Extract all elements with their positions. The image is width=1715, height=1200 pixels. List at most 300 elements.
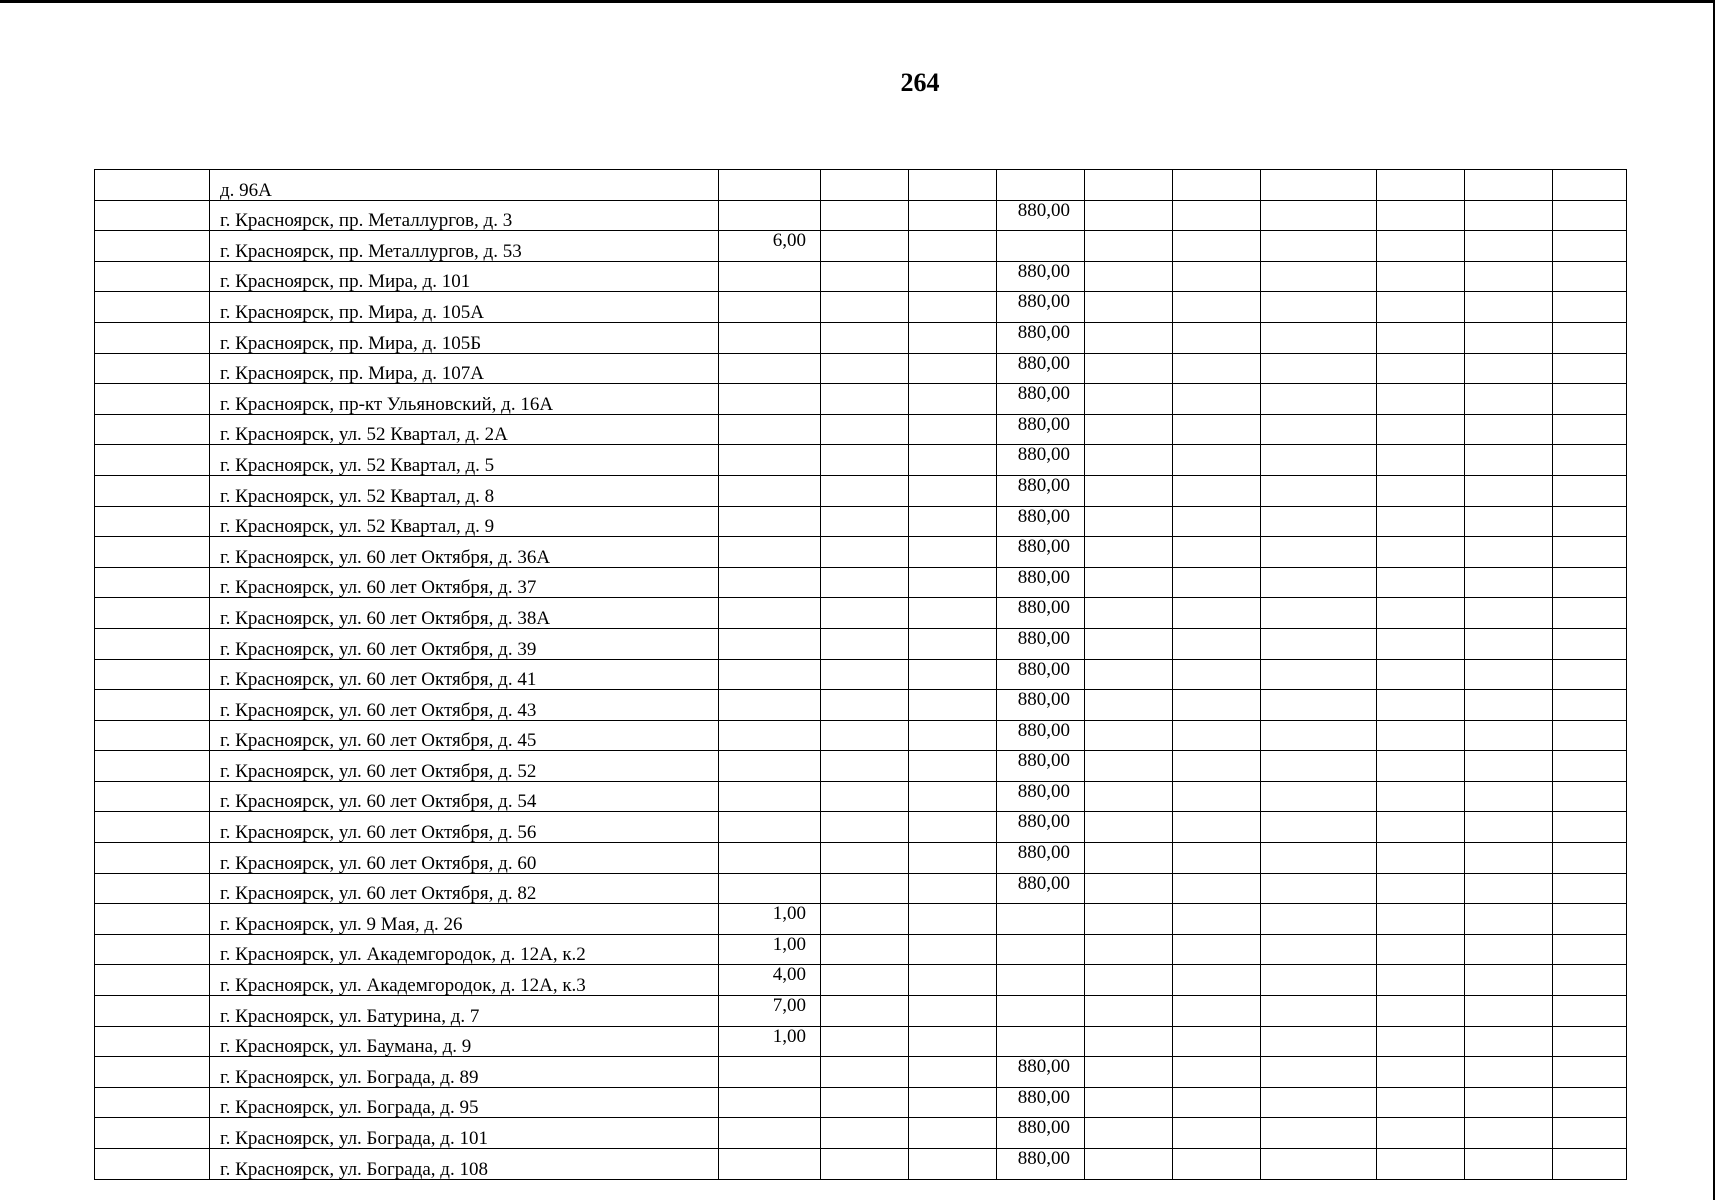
empty-cell: [1553, 567, 1627, 598]
empty-cell: [1553, 200, 1627, 231]
address-cell: г. Красноярск, ул. 60 лет Октября, д. 38А: [210, 598, 719, 629]
table-row: [95, 1149, 1627, 1180]
empty-cell: [1085, 1057, 1173, 1088]
empty-cell: [1377, 659, 1465, 690]
empty-cell: [1377, 322, 1465, 353]
empty-cell: [909, 292, 997, 323]
empty-cell: [821, 659, 909, 690]
quantity-cell: 1,00: [719, 1026, 821, 1057]
quantity-cell: [719, 690, 821, 721]
empty-cell: [1553, 506, 1627, 537]
address-cell: г. Красноярск, ул. 60 лет Октября, д. 37: [210, 567, 719, 598]
empty-cell: [1085, 506, 1173, 537]
price-cell: 880,00: [997, 261, 1085, 292]
empty-cell: [1085, 812, 1173, 843]
table-row: [95, 506, 1627, 537]
table-row: [95, 475, 1627, 506]
empty-cell: [1553, 322, 1627, 353]
empty-cell: [1553, 720, 1627, 751]
table-body: [95, 170, 1627, 1180]
table-row: [95, 384, 1627, 415]
empty-cell: [821, 322, 909, 353]
empty-cell: [1465, 261, 1553, 292]
empty-cell: [1377, 170, 1465, 201]
table-row: [95, 598, 1627, 629]
price-cell: [997, 934, 1085, 965]
empty-cell: [1085, 843, 1173, 874]
empty-cell: [95, 628, 210, 659]
table-row: [95, 751, 1627, 782]
price-cell: 880,00: [997, 322, 1085, 353]
empty-cell: [95, 1087, 210, 1118]
address-table: [94, 169, 1627, 1180]
empty-cell: [1173, 414, 1261, 445]
empty-cell: [909, 170, 997, 201]
empty-cell: [1553, 598, 1627, 629]
empty-cell: [1261, 261, 1377, 292]
price-cell: 880,00: [997, 475, 1085, 506]
empty-cell: [1553, 231, 1627, 262]
empty-cell: [1465, 1118, 1553, 1149]
empty-cell: [1085, 537, 1173, 568]
empty-cell: [1553, 751, 1627, 782]
empty-cell: [1261, 322, 1377, 353]
empty-cell: [95, 812, 210, 843]
empty-cell: [1261, 904, 1377, 935]
empty-cell: [95, 720, 210, 751]
address-cell: г. Красноярск, ул. 52 Квартал, д. 8: [210, 475, 719, 506]
empty-cell: [1173, 1057, 1261, 1088]
empty-cell: [95, 231, 210, 262]
empty-cell: [1173, 904, 1261, 935]
empty-cell: [821, 445, 909, 476]
empty-cell: [1261, 628, 1377, 659]
empty-cell: [1173, 628, 1261, 659]
quantity-cell: [719, 1118, 821, 1149]
table-row: [95, 1087, 1627, 1118]
empty-cell: [95, 384, 210, 415]
address-cell: г. Красноярск, ул. 60 лет Октября, д. 43: [210, 690, 719, 721]
empty-cell: [95, 353, 210, 384]
quantity-cell: 4,00: [719, 965, 821, 996]
empty-cell: [821, 567, 909, 598]
quantity-cell: [719, 353, 821, 384]
address-cell: д. 96А: [210, 170, 719, 201]
empty-cell: [909, 200, 997, 231]
page-number: 264: [900, 68, 940, 97]
empty-cell: [1085, 322, 1173, 353]
empty-cell: [1173, 261, 1261, 292]
empty-cell: [1465, 904, 1553, 935]
empty-cell: [1173, 537, 1261, 568]
empty-cell: [1085, 720, 1173, 751]
empty-cell: [909, 934, 997, 965]
empty-cell: [1173, 1149, 1261, 1180]
empty-cell: [95, 537, 210, 568]
empty-cell: [1173, 843, 1261, 874]
empty-cell: [1553, 445, 1627, 476]
quantity-cell: [719, 598, 821, 629]
empty-cell: [95, 200, 210, 231]
empty-cell: [1465, 720, 1553, 751]
empty-cell: [1377, 843, 1465, 874]
address-cell: г. Красноярск, ул. Бограда, д. 101: [210, 1118, 719, 1149]
empty-cell: [1377, 873, 1465, 904]
empty-cell: [1261, 781, 1377, 812]
empty-cell: [1261, 1087, 1377, 1118]
empty-cell: [1553, 292, 1627, 323]
empty-cell: [1553, 904, 1627, 935]
empty-cell: [1261, 445, 1377, 476]
table-row: [95, 965, 1627, 996]
empty-cell: [1085, 261, 1173, 292]
empty-cell: [1377, 812, 1465, 843]
empty-cell: [909, 904, 997, 935]
empty-cell: [909, 659, 997, 690]
empty-cell: [1085, 414, 1173, 445]
empty-cell: [1465, 751, 1553, 782]
empty-cell: [1085, 475, 1173, 506]
empty-cell: [1173, 659, 1261, 690]
empty-cell: [1553, 843, 1627, 874]
quantity-cell: [719, 292, 821, 323]
empty-cell: [1261, 384, 1377, 415]
empty-cell: [821, 690, 909, 721]
empty-cell: [1465, 873, 1553, 904]
empty-cell: [909, 781, 997, 812]
table-row: [95, 996, 1627, 1027]
empty-cell: [1465, 170, 1553, 201]
empty-cell: [1377, 445, 1465, 476]
empty-cell: [1173, 170, 1261, 201]
table-row: [95, 628, 1627, 659]
empty-cell: [1553, 965, 1627, 996]
empty-cell: [1377, 506, 1465, 537]
quantity-cell: [719, 720, 821, 751]
empty-cell: [1377, 598, 1465, 629]
price-cell: [997, 904, 1085, 935]
empty-cell: [1553, 261, 1627, 292]
empty-cell: [1085, 659, 1173, 690]
empty-cell: [95, 873, 210, 904]
quantity-cell: [719, 414, 821, 445]
empty-cell: [821, 598, 909, 629]
empty-cell: [1553, 1087, 1627, 1118]
empty-cell: [1465, 414, 1553, 445]
table-row: [95, 1026, 1627, 1057]
table-row: [95, 720, 1627, 751]
empty-cell: [909, 506, 997, 537]
address-cell: г. Красноярск, ул. 60 лет Октября, д. 54: [210, 781, 719, 812]
empty-cell: [821, 934, 909, 965]
empty-cell: [909, 690, 997, 721]
empty-cell: [1173, 506, 1261, 537]
address-cell: г. Красноярск, ул. Бограда, д. 89: [210, 1057, 719, 1088]
empty-cell: [821, 200, 909, 231]
address-cell: г. Красноярск, ул. 60 лет Октября, д. 52: [210, 751, 719, 782]
empty-cell: [95, 292, 210, 323]
empty-cell: [1553, 873, 1627, 904]
empty-cell: [1465, 353, 1553, 384]
table-row: [95, 690, 1627, 721]
price-cell: 880,00: [997, 873, 1085, 904]
price-cell: 880,00: [997, 1118, 1085, 1149]
empty-cell: [1261, 475, 1377, 506]
empty-cell: [1261, 506, 1377, 537]
empty-cell: [1085, 904, 1173, 935]
empty-cell: [1173, 1026, 1261, 1057]
empty-cell: [1085, 1026, 1173, 1057]
table-row: [95, 1118, 1627, 1149]
table-row: [95, 261, 1627, 292]
empty-cell: [821, 537, 909, 568]
empty-cell: [1085, 965, 1173, 996]
table-row: [95, 445, 1627, 476]
empty-cell: [1085, 873, 1173, 904]
table-row: [95, 904, 1627, 935]
price-cell: 880,00: [997, 720, 1085, 751]
empty-cell: [1261, 200, 1377, 231]
empty-cell: [95, 659, 210, 690]
empty-cell: [1261, 843, 1377, 874]
empty-cell: [1085, 628, 1173, 659]
empty-cell: [1173, 475, 1261, 506]
empty-cell: [1085, 598, 1173, 629]
price-cell: 880,00: [997, 628, 1085, 659]
empty-cell: [1377, 1087, 1465, 1118]
empty-cell: [1465, 690, 1553, 721]
empty-cell: [95, 1057, 210, 1088]
price-cell: 880,00: [997, 353, 1085, 384]
empty-cell: [821, 506, 909, 537]
address-cell: г. Красноярск, ул. 60 лет Октября, д. 39: [210, 628, 719, 659]
empty-cell: [1553, 690, 1627, 721]
empty-cell: [1377, 904, 1465, 935]
quantity-cell: [719, 1057, 821, 1088]
address-cell: г. Красноярск, ул. Батурина, д. 7: [210, 996, 719, 1027]
quantity-cell: 7,00: [719, 996, 821, 1027]
price-cell: 880,00: [997, 751, 1085, 782]
table-row: [95, 292, 1627, 323]
empty-cell: [1377, 690, 1465, 721]
price-cell: 880,00: [997, 781, 1085, 812]
empty-cell: [1553, 475, 1627, 506]
price-cell: [997, 996, 1085, 1027]
empty-cell: [95, 934, 210, 965]
empty-cell: [1465, 628, 1553, 659]
empty-cell: [1465, 1026, 1553, 1057]
empty-cell: [1261, 659, 1377, 690]
empty-cell: [909, 1057, 997, 1088]
price-cell: 880,00: [997, 1057, 1085, 1088]
empty-cell: [1261, 231, 1377, 262]
empty-cell: [1377, 1118, 1465, 1149]
empty-cell: [1553, 781, 1627, 812]
empty-cell: [821, 781, 909, 812]
address-cell: г. Красноярск, ул. 52 Квартал, д. 9: [210, 506, 719, 537]
empty-cell: [821, 904, 909, 935]
address-cell: г. Красноярск, ул. Академгородок, д. 12А, к.3: [210, 965, 719, 996]
empty-cell: [1553, 659, 1627, 690]
empty-cell: [1377, 720, 1465, 751]
empty-cell: [1261, 353, 1377, 384]
empty-cell: [1085, 996, 1173, 1027]
empty-cell: [1261, 812, 1377, 843]
table-row: [95, 1057, 1627, 1088]
empty-cell: [1377, 414, 1465, 445]
empty-cell: [1377, 231, 1465, 262]
quantity-cell: [719, 751, 821, 782]
quantity-cell: [719, 537, 821, 568]
empty-cell: [95, 445, 210, 476]
empty-cell: [1085, 1087, 1173, 1118]
quantity-cell: [719, 445, 821, 476]
empty-cell: [821, 414, 909, 445]
empty-cell: [1085, 445, 1173, 476]
empty-cell: [1553, 170, 1627, 201]
empty-cell: [821, 965, 909, 996]
price-cell: 880,00: [997, 537, 1085, 568]
address-cell: г. Красноярск, пр. Мира, д. 105А: [210, 292, 719, 323]
empty-cell: [821, 996, 909, 1027]
empty-cell: [95, 965, 210, 996]
page-frame-top: [0, 0, 1715, 3]
empty-cell: [1377, 261, 1465, 292]
quantity-cell: 1,00: [719, 934, 821, 965]
empty-cell: [1377, 200, 1465, 231]
price-cell: 880,00: [997, 414, 1085, 445]
empty-cell: [909, 873, 997, 904]
empty-cell: [1261, 537, 1377, 568]
empty-cell: [1553, 1057, 1627, 1088]
empty-cell: [1553, 1026, 1627, 1057]
empty-cell: [909, 353, 997, 384]
empty-cell: [1173, 322, 1261, 353]
empty-cell: [909, 1149, 997, 1180]
address-cell: г. Красноярск, ул. 60 лет Октября, д. 82: [210, 873, 719, 904]
empty-cell: [909, 231, 997, 262]
quantity-cell: [719, 812, 821, 843]
table-row: [95, 843, 1627, 874]
empty-cell: [909, 261, 997, 292]
empty-cell: [821, 292, 909, 323]
table-row: [95, 200, 1627, 231]
empty-cell: [821, 812, 909, 843]
address-cell: г. Красноярск, ул. 9 Мая, д. 26: [210, 904, 719, 935]
empty-cell: [1465, 1087, 1553, 1118]
empty-cell: [909, 537, 997, 568]
empty-cell: [1085, 231, 1173, 262]
quantity-cell: [719, 1149, 821, 1180]
empty-cell: [1261, 934, 1377, 965]
address-cell: г. Красноярск, ул. 60 лет Октября, д. 36А: [210, 537, 719, 568]
empty-cell: [909, 1026, 997, 1057]
empty-cell: [909, 598, 997, 629]
empty-cell: [1173, 200, 1261, 231]
empty-cell: [1173, 567, 1261, 598]
empty-cell: [1465, 506, 1553, 537]
empty-cell: [1377, 537, 1465, 568]
price-cell: 880,00: [997, 598, 1085, 629]
empty-cell: [1173, 353, 1261, 384]
empty-cell: [1553, 1118, 1627, 1149]
empty-cell: [1261, 1149, 1377, 1180]
empty-cell: [1377, 475, 1465, 506]
empty-cell: [1261, 996, 1377, 1027]
empty-cell: [1173, 781, 1261, 812]
price-cell: 880,00: [997, 200, 1085, 231]
quantity-cell: [719, 475, 821, 506]
address-cell: г. Красноярск, ул. 60 лет Октября, д. 45: [210, 720, 719, 751]
empty-cell: [1377, 353, 1465, 384]
empty-cell: [821, 720, 909, 751]
table-row: [95, 873, 1627, 904]
empty-cell: [95, 781, 210, 812]
table-row: [95, 934, 1627, 965]
empty-cell: [909, 1118, 997, 1149]
empty-cell: [909, 965, 997, 996]
empty-cell: [1261, 751, 1377, 782]
empty-cell: [821, 1118, 909, 1149]
address-cell: г. Красноярск, ул. 52 Квартал, д. 2А: [210, 414, 719, 445]
empty-cell: [1553, 812, 1627, 843]
empty-cell: [821, 1087, 909, 1118]
empty-cell: [1085, 1118, 1173, 1149]
empty-cell: [1173, 965, 1261, 996]
empty-cell: [821, 475, 909, 506]
table-row: [95, 567, 1627, 598]
quantity-cell: [719, 659, 821, 690]
empty-cell: [1377, 1026, 1465, 1057]
empty-cell: [1173, 751, 1261, 782]
price-cell: 880,00: [997, 292, 1085, 323]
address-cell: г. Красноярск, ул. 60 лет Октября, д. 60: [210, 843, 719, 874]
empty-cell: [1261, 1026, 1377, 1057]
price-cell: 880,00: [997, 567, 1085, 598]
empty-cell: [821, 1057, 909, 1088]
quantity-cell: [719, 1087, 821, 1118]
empty-cell: [1261, 292, 1377, 323]
empty-cell: [1553, 384, 1627, 415]
empty-cell: [909, 322, 997, 353]
empty-cell: [1261, 170, 1377, 201]
quantity-cell: [719, 628, 821, 659]
empty-cell: [1465, 292, 1553, 323]
empty-cell: [1465, 781, 1553, 812]
empty-cell: [1465, 659, 1553, 690]
empty-cell: [1261, 414, 1377, 445]
empty-cell: [909, 843, 997, 874]
empty-cell: [1085, 1149, 1173, 1180]
empty-cell: [1377, 567, 1465, 598]
quantity-cell: [719, 506, 821, 537]
empty-cell: [1173, 445, 1261, 476]
empty-cell: [1085, 934, 1173, 965]
address-cell: г. Красноярск, пр-кт Ульяновский, д. 16А: [210, 384, 719, 415]
empty-cell: [95, 996, 210, 1027]
table-row: [95, 812, 1627, 843]
empty-cell: [95, 414, 210, 445]
empty-cell: [95, 690, 210, 721]
empty-cell: [1085, 690, 1173, 721]
empty-cell: [821, 873, 909, 904]
empty-cell: [821, 231, 909, 262]
table-row: [95, 414, 1627, 445]
empty-cell: [95, 170, 210, 201]
empty-cell: [1377, 628, 1465, 659]
empty-cell: [95, 751, 210, 782]
address-cell: г. Красноярск, пр. Мира, д. 101: [210, 261, 719, 292]
